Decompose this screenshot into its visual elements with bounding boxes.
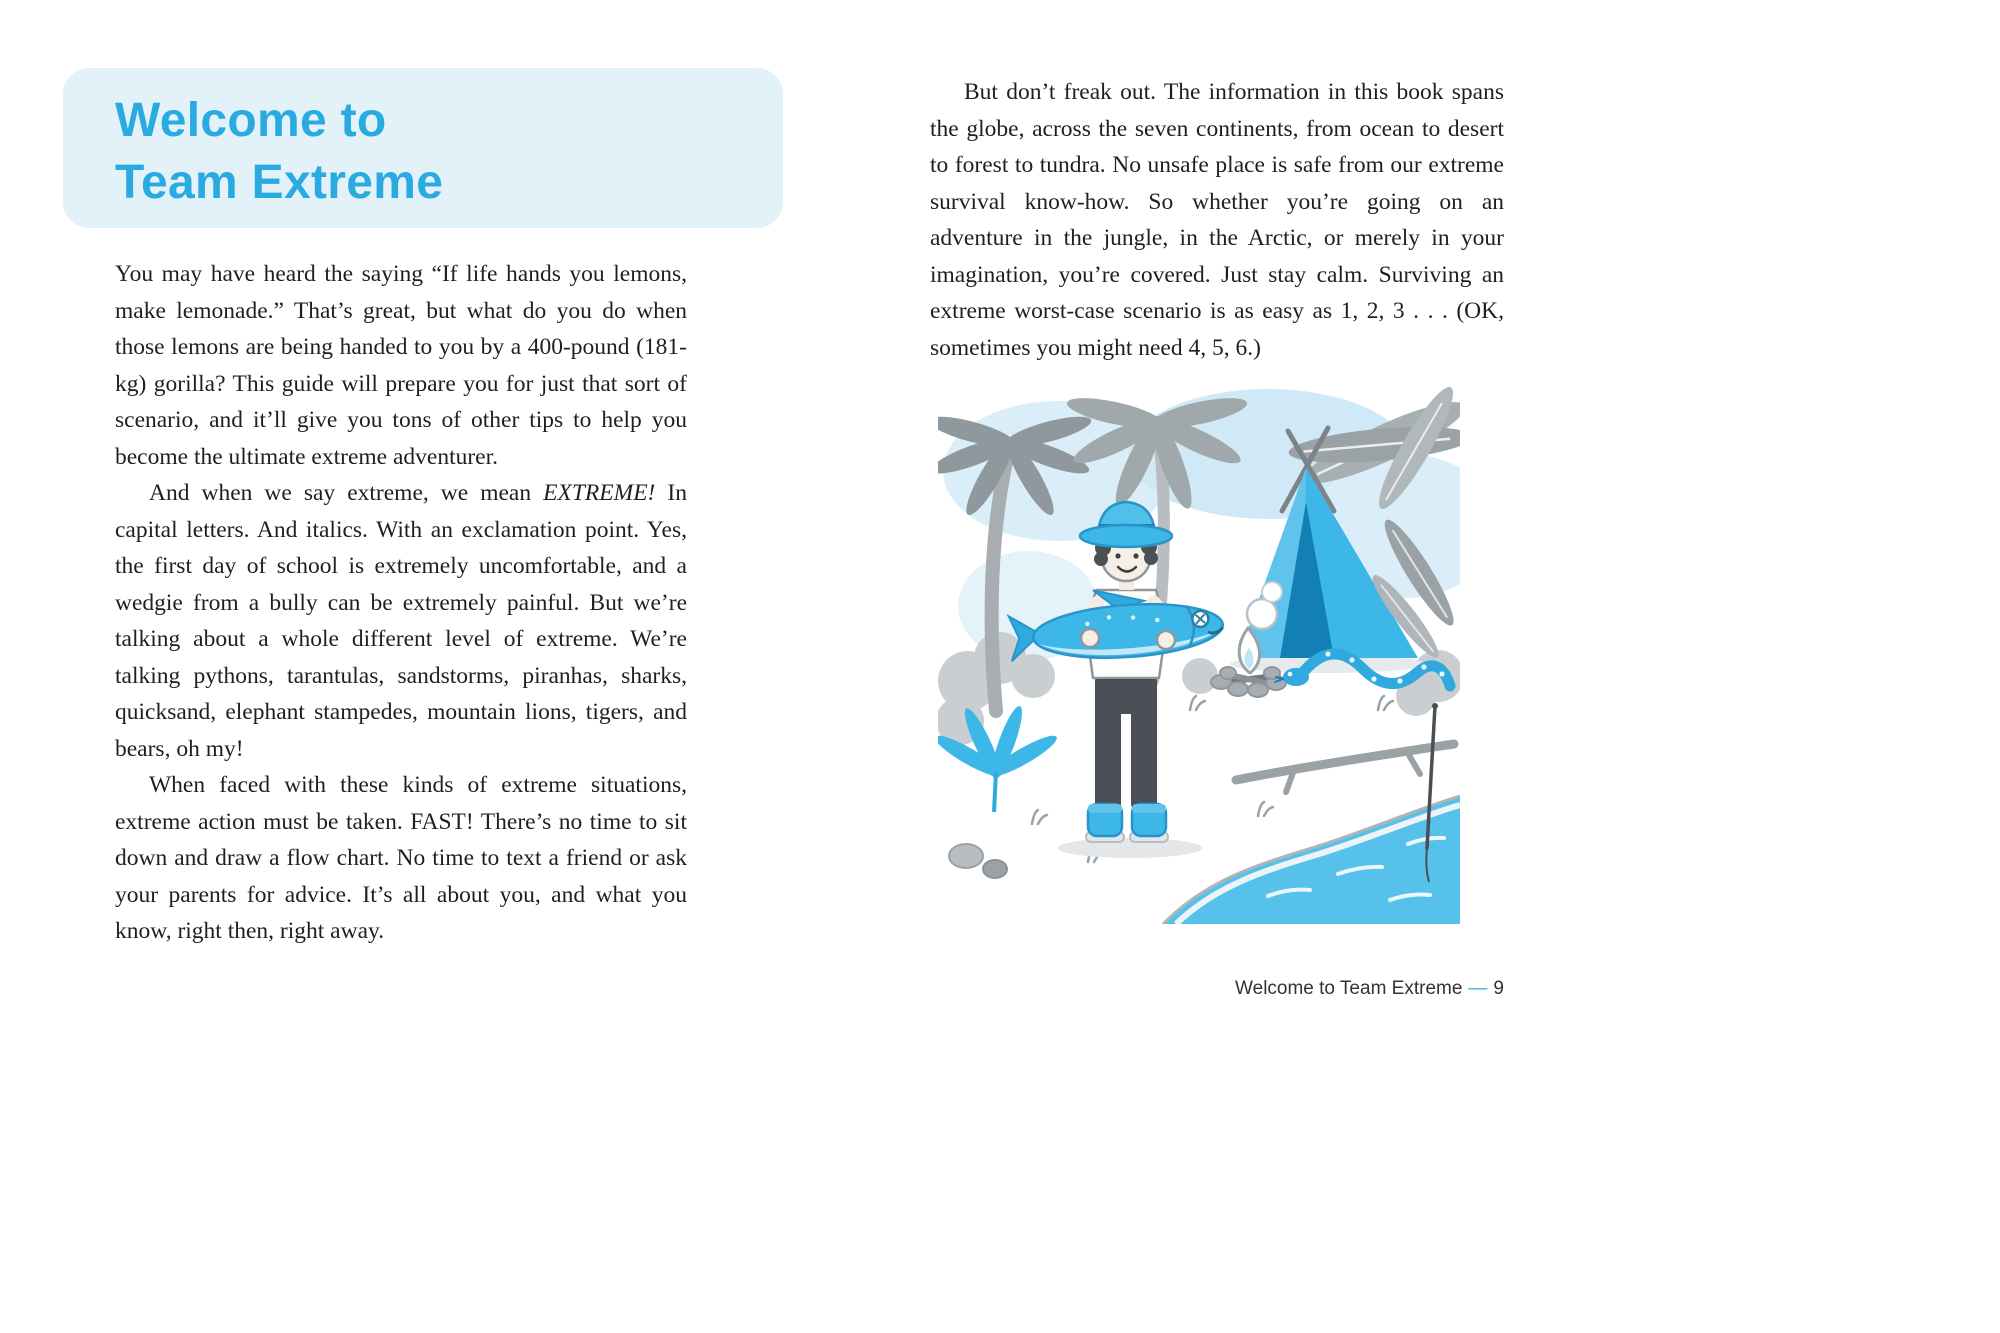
italic-text-run: EXTREME! [543,480,656,506]
text-run: When faced with these kinds of extreme situations, extreme action must be taken. FAST! There’s no time to sit down and draw a flow chart. No time to text a friend or ask your parents for advice. It’s all about you, and what you know, right then, right away. [115,772,687,944]
rocks-icon [949,844,1007,878]
river-water-icon [1163,796,1460,924]
running-header-text: Welcome to Team Extreme [1235,978,1463,999]
page-footer [930,978,1504,1000]
left-body-text [115,256,687,950]
chapter-title-line2: Team Extreme [115,156,444,209]
chapter-title-line1: Welcome to [115,94,387,147]
text-run: You may have heard the saying “If life hands you lemons, make lemonade.” That’s great, but what do you do when those lemons are being handed to you by a 400-pound (181-kg) gorilla? This guide will prepare you for just that sort of scenario, and it’ll give you tons of other tips to help you become the ultimate extreme adventurer. [115,261,687,470]
paragraph [115,767,687,950]
text-run: But don’t freak out. The information in this book spans the globe, across the seven continents, from ocean to desert to forest to tundra. No unsafe place is safe from our extreme survival know-how. So whether you’re going on an adventure in the jungle, in the Arctic, or merely in your imagination, you’re covered. Just stay calm. Surviving an extreme worst-case scenario is as easy as 1, 2, 3 . . . (OK, sometimes you might need 4, 5, 6.) [930,79,1504,361]
chapter-title [115,90,443,214]
paragraph [930,74,1504,366]
page-number: 9 [1493,978,1504,999]
camping-illustration [938,376,1460,924]
paragraph [115,256,687,475]
footer-dash: — [1468,978,1488,999]
paragraph [115,475,687,767]
right-body-text [930,74,1504,366]
text-run: In capital letters. And italics. With an exclamation point. Yes, the first day of school is extremely uncomfortable, and a wedgie from a bully can be extremely painful. But we’re talking about a whole different level of extreme. We’re talking pythons, tarantulas, sandstorms, piranhas, sharks, quicksand, elephant stampedes, mountain lions, tigers, and bears, oh my! [115,480,687,762]
branch-icon [1236,744,1454,792]
chapter-title-box [63,68,783,228]
text-run: And when we say extreme, we mean [149,480,544,506]
